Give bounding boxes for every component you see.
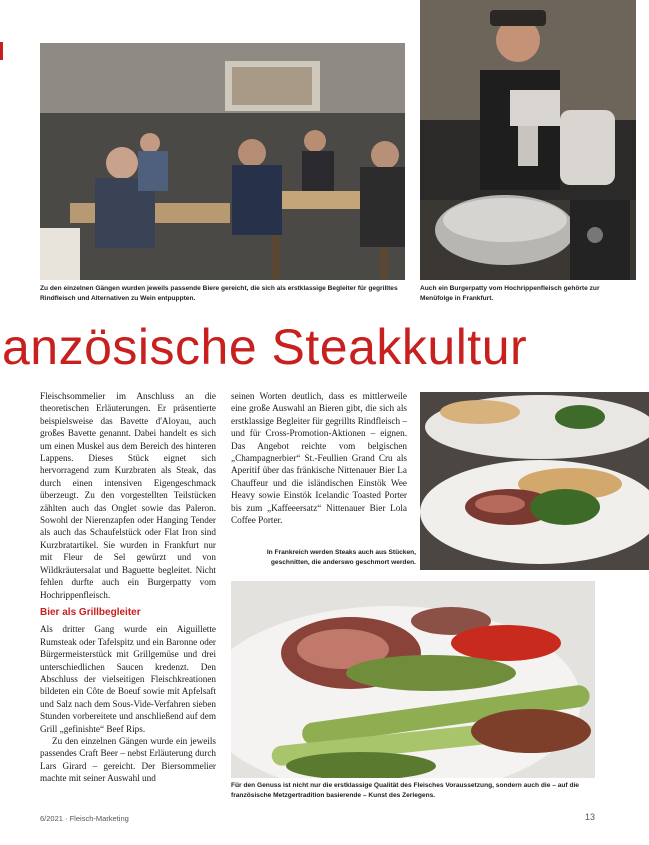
edge-marker: [0, 42, 3, 60]
chef-photo-caption: Auch ein Burgerpatty vom Hochrippenfleisch gehörte zur Menüfolge in Frankfurt.: [420, 285, 600, 302]
column-1-paragraph-3: Zu den einzelnen Gängen wurde ein jeweils passendes Craft Beer – nebst Erläuterung durch Lars Girard – gereicht. Der Biersommelier machte mit seiner Auswahl und: [40, 735, 216, 784]
article-column-1: [40, 390, 216, 785]
chef-photo: [420, 0, 636, 280]
restaurant-photo: [40, 43, 405, 280]
section-subheading: Bier als Grillbegleiter: [40, 606, 141, 618]
footer-issue: 6/2021 · Fleisch-Marketing: [40, 814, 129, 823]
steak-photo: [231, 581, 595, 778]
steak-photo-caption: Für den Genuss ist nicht nur die erstklassige Qualität des Fleisches Voraussetzung, sondern auch die – auf die französische Metzgertradition basierende – Kunst des Zerlegens.: [231, 782, 579, 799]
column-1-paragraph-1: Fleischsommelier im Anschluss an die theoretischen Erläuterungen. Er präsentierte beispielsweise das Bavette d'Aloyau, auch großes Bavette genannt. Dabei handelt es sich um einen Muskel aus dem Bereich des hinteren Lappens. Dieses Stück eignet sich hervorragend zum Kurzbraten als Steak, das durch einen intensiven Eigengeschmack überzeugt. Zu den vorgestellten Teilstücken zählten auch das Onglet sowie das Paleron. Sowohl der Nierenzapfen oder Hanging Tender als auch das Schaufelstück oder Flat Iron sind Kurzbratartikel. Sie wurden in Frankfurt nur mit Fleur de Sel gewürzt und von Wildkräutersalat und Baguette begleitet. Nicht fehlen durfte auch ein Burgerpatty vom Hochrippenfleisch.: [40, 391, 216, 600]
restaurant-photo-caption: Zu den einzelnen Gängen wurden jeweils passende Biere gereicht, die sich als erstklassige Begleiter für gegrilltes Rindfleisch und Alternativen zu Wein entpuppten.: [40, 285, 398, 302]
page-number: 13: [585, 812, 596, 822]
page-headline: anzösische Steakkultur: [2, 319, 528, 375]
plate-photo-caption: In Frankreich werden Steaks auch aus Stücken, geschnitten, die anderswo geschmort werden.: [266, 549, 416, 566]
column-1-paragraph-2: Als dritter Gang wurde ein Aiguillette Rumsteak oder Tafelspitz und ein Baronne oder Bürgermeisterstück mit Grillgemüse und drei unterschiedlichen Saucen kredenzt. Den Abschluss der vielseitigen Fleischkreationen bildeten ein Côte de Boeuf sowie mit Apfelsaft und Salz nach dem Sous-Vide-Verfahren sieben Stunden vorbereitete und anschließend auf dem Grill „gefinishte“ Beef Rips.: [40, 624, 216, 734]
plate-photo: [420, 392, 649, 570]
column-2-paragraph-1: seinen Worten deutlich, dass es mittlerweile eine große Auswahl an Bieren gibt, die sich als erstklassige Begleiter für gegrillts Rindfleisch – und für Cross-Promotion-Aktionen – eignen. Das Angebot reichte vom belgischen „Champagnerbier“ St.-Feullien Grand Cru als Aperitif über das fränkische Nittenauer Bier La Chauffeur und die isländischen Einstök Wee Heavy sowie Einstök Icelandic Toasted Porter bis zum „Kaffeeersatz“ Nittenauer Bier Lola Coffee Porter.: [231, 391, 407, 526]
article-column-2: [231, 390, 407, 526]
